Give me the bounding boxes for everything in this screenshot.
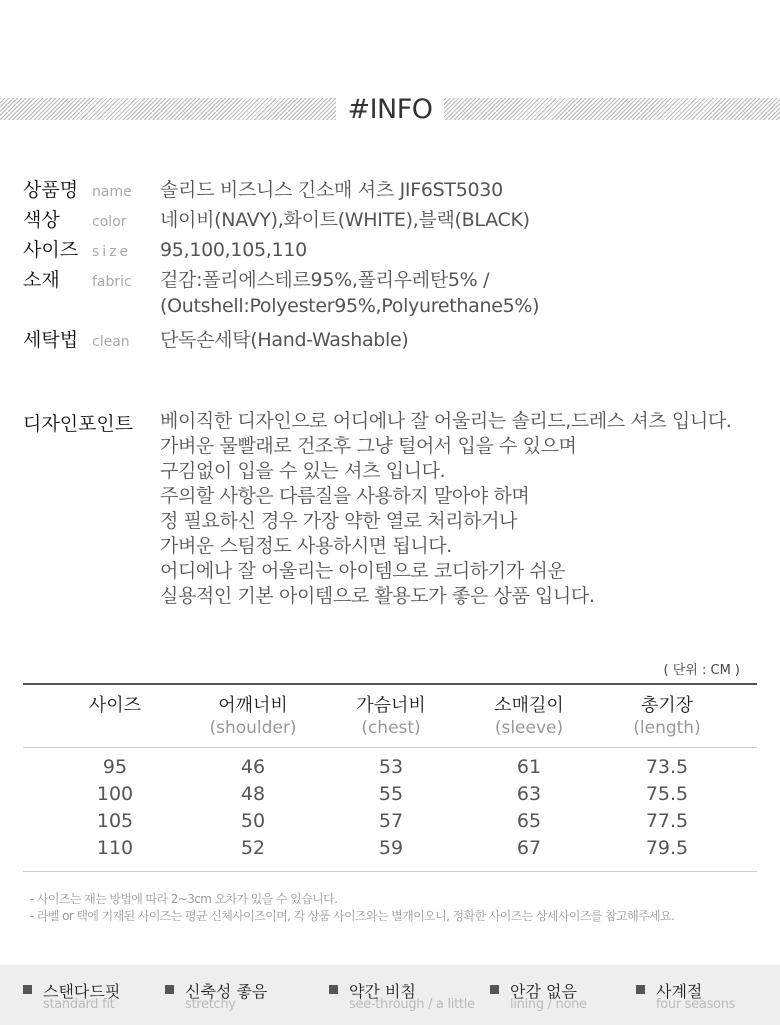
design-line: 가벼운 스팀정도 사용하시면 됩니다. (160, 535, 452, 557)
table-cell: 65 (516, 810, 542, 832)
info-row-name (23, 175, 503, 203)
table-header-shoulder: 어깨너비 (218, 695, 288, 716)
section-title: #INFO (336, 93, 444, 125)
design-line: 정 필요하신 경우 가장 약한 열로 처리하거나 (160, 510, 518, 532)
info-label: 소재 (23, 269, 60, 291)
info-row-size (23, 235, 307, 263)
bullet-square-icon (329, 985, 338, 994)
table-bottom-rule (23, 871, 757, 872)
feature-label: 안감 없음 (510, 982, 577, 1001)
table-cell: 110 (96, 837, 134, 859)
table-cell: 77.5 (645, 810, 689, 832)
bullet-square-icon (636, 985, 645, 994)
table-cell: 61 (516, 756, 542, 778)
feature-sub-label: lining / none (510, 997, 587, 1012)
info-sub-label: color (92, 214, 127, 230)
table-cell: 50 (240, 810, 266, 832)
info-label: 사이즈 (23, 239, 79, 261)
table-cell: 55 (378, 783, 404, 805)
table-cell: 52 (240, 837, 266, 859)
table-cell: 75.5 (645, 783, 689, 805)
design-point-text (160, 409, 731, 609)
design-line: 실용적인 기본 아이템으로 활용도가 좋은 상품 입니다. (160, 585, 595, 607)
feature-label: 약간 비침 (349, 982, 416, 1001)
info-label: 상품명 (23, 179, 79, 201)
table-header-sub: (sleeve) (494, 718, 564, 738)
table-top-rule (23, 683, 757, 685)
table-header-sub: (length) (633, 718, 701, 738)
table-cell: 59 (378, 837, 404, 859)
info-sub-label: name (92, 184, 132, 200)
table-header-sleeve: 소매길이 (494, 695, 564, 716)
table-cell: 46 (240, 756, 266, 778)
bullet-square-icon (165, 985, 174, 994)
feature-sub-label: standard fit (43, 997, 115, 1012)
feature-sub-label: stretchy (185, 997, 236, 1012)
design-line: 어디에나 잘 어울리는 아이템으로 코디하기가 쉬운 (160, 560, 566, 582)
info-value: 네이비(NAVY),화이트(WHITE),블랙(BLACK) (160, 209, 530, 231)
table-header-rule (23, 747, 757, 748)
table-header-size: 사이즈 (88, 695, 142, 716)
feature-sub-label: four seasons (656, 997, 736, 1012)
info-sub-label: fabric (92, 274, 132, 290)
table-cell: 79.5 (645, 837, 689, 859)
table-header-length: 총기장 (640, 695, 694, 716)
info-row-fabric (23, 265, 489, 293)
info-value: 95,100,105,110 (160, 239, 307, 261)
feature-label: 사계절 (656, 982, 703, 1001)
info-label: 색상 (23, 209, 60, 231)
design-line: 주의할 사항은 다름질을 사용하지 말아야 하며 (160, 485, 530, 507)
table-cell: 95 (102, 756, 128, 778)
table-header-sub: (chest) (361, 718, 421, 738)
table-cell: 63 (516, 783, 542, 805)
table-cell: 67 (516, 837, 542, 859)
info-row-color (23, 205, 530, 233)
size-note: - 라벨 or 택에 기재된 사이즈는 평균 신체사이즈이며, 각 상품 사이즈와는 별개이오니, 정확한 사이즈는 상세사이즈를 참고해주세요. (30, 909, 675, 923)
table-header-sub: (shoulder) (209, 718, 297, 738)
info-label: 세탁법 (23, 329, 79, 351)
table-cell: 53 (378, 756, 404, 778)
fabric-continued: (Outshell:Polyester95%,Polyurethane5%) (160, 295, 540, 317)
feature-label: 스탠다드핏 (43, 982, 121, 1001)
info-value: 단독손세탁(Hand-Washable) (160, 329, 409, 351)
design-line: 가벼운 물빨래로 건조후 그냥 털어서 입을 수 있으며 (160, 435, 577, 457)
feature-label: 신축성 좋음 (185, 982, 268, 1001)
size-unit-label: ( 단위 : CM ) (663, 663, 740, 678)
info-row-clean (23, 325, 409, 353)
bullet-square-icon (23, 985, 32, 994)
info-sub-label: size (92, 244, 132, 260)
table-cell: 48 (240, 783, 266, 805)
table-cell: 105 (96, 810, 134, 832)
table-header-chest: 가슴너비 (356, 695, 426, 716)
size-note: - 사이즈는 재는 방법에 따라 2~3cm 오차가 있을 수 있습니다. (30, 892, 338, 906)
design-line: 구김없이 입을 수 있는 셔츠 입니다. (160, 460, 446, 482)
info-sub-label: clean (92, 334, 130, 350)
feature-sub-label: see-through / a little (349, 997, 475, 1012)
bullet-square-icon (490, 985, 499, 994)
table-cell: 57 (378, 810, 404, 832)
info-value: 겉감:폴리에스테르95%,폴리우레탄5% / (160, 269, 490, 291)
info-value: 솔리드 비즈니스 긴소매 셔츠 JIF6ST5030 (160, 179, 503, 201)
table-cell: 73.5 (645, 756, 689, 778)
table-cell: 100 (96, 783, 134, 805)
design-line: 베이직한 디자인으로 어디에나 잘 어울리는 솔리드,드레스 셔츠 입니다. (160, 410, 732, 432)
design-point-label: 디자인포인트 (23, 413, 134, 435)
